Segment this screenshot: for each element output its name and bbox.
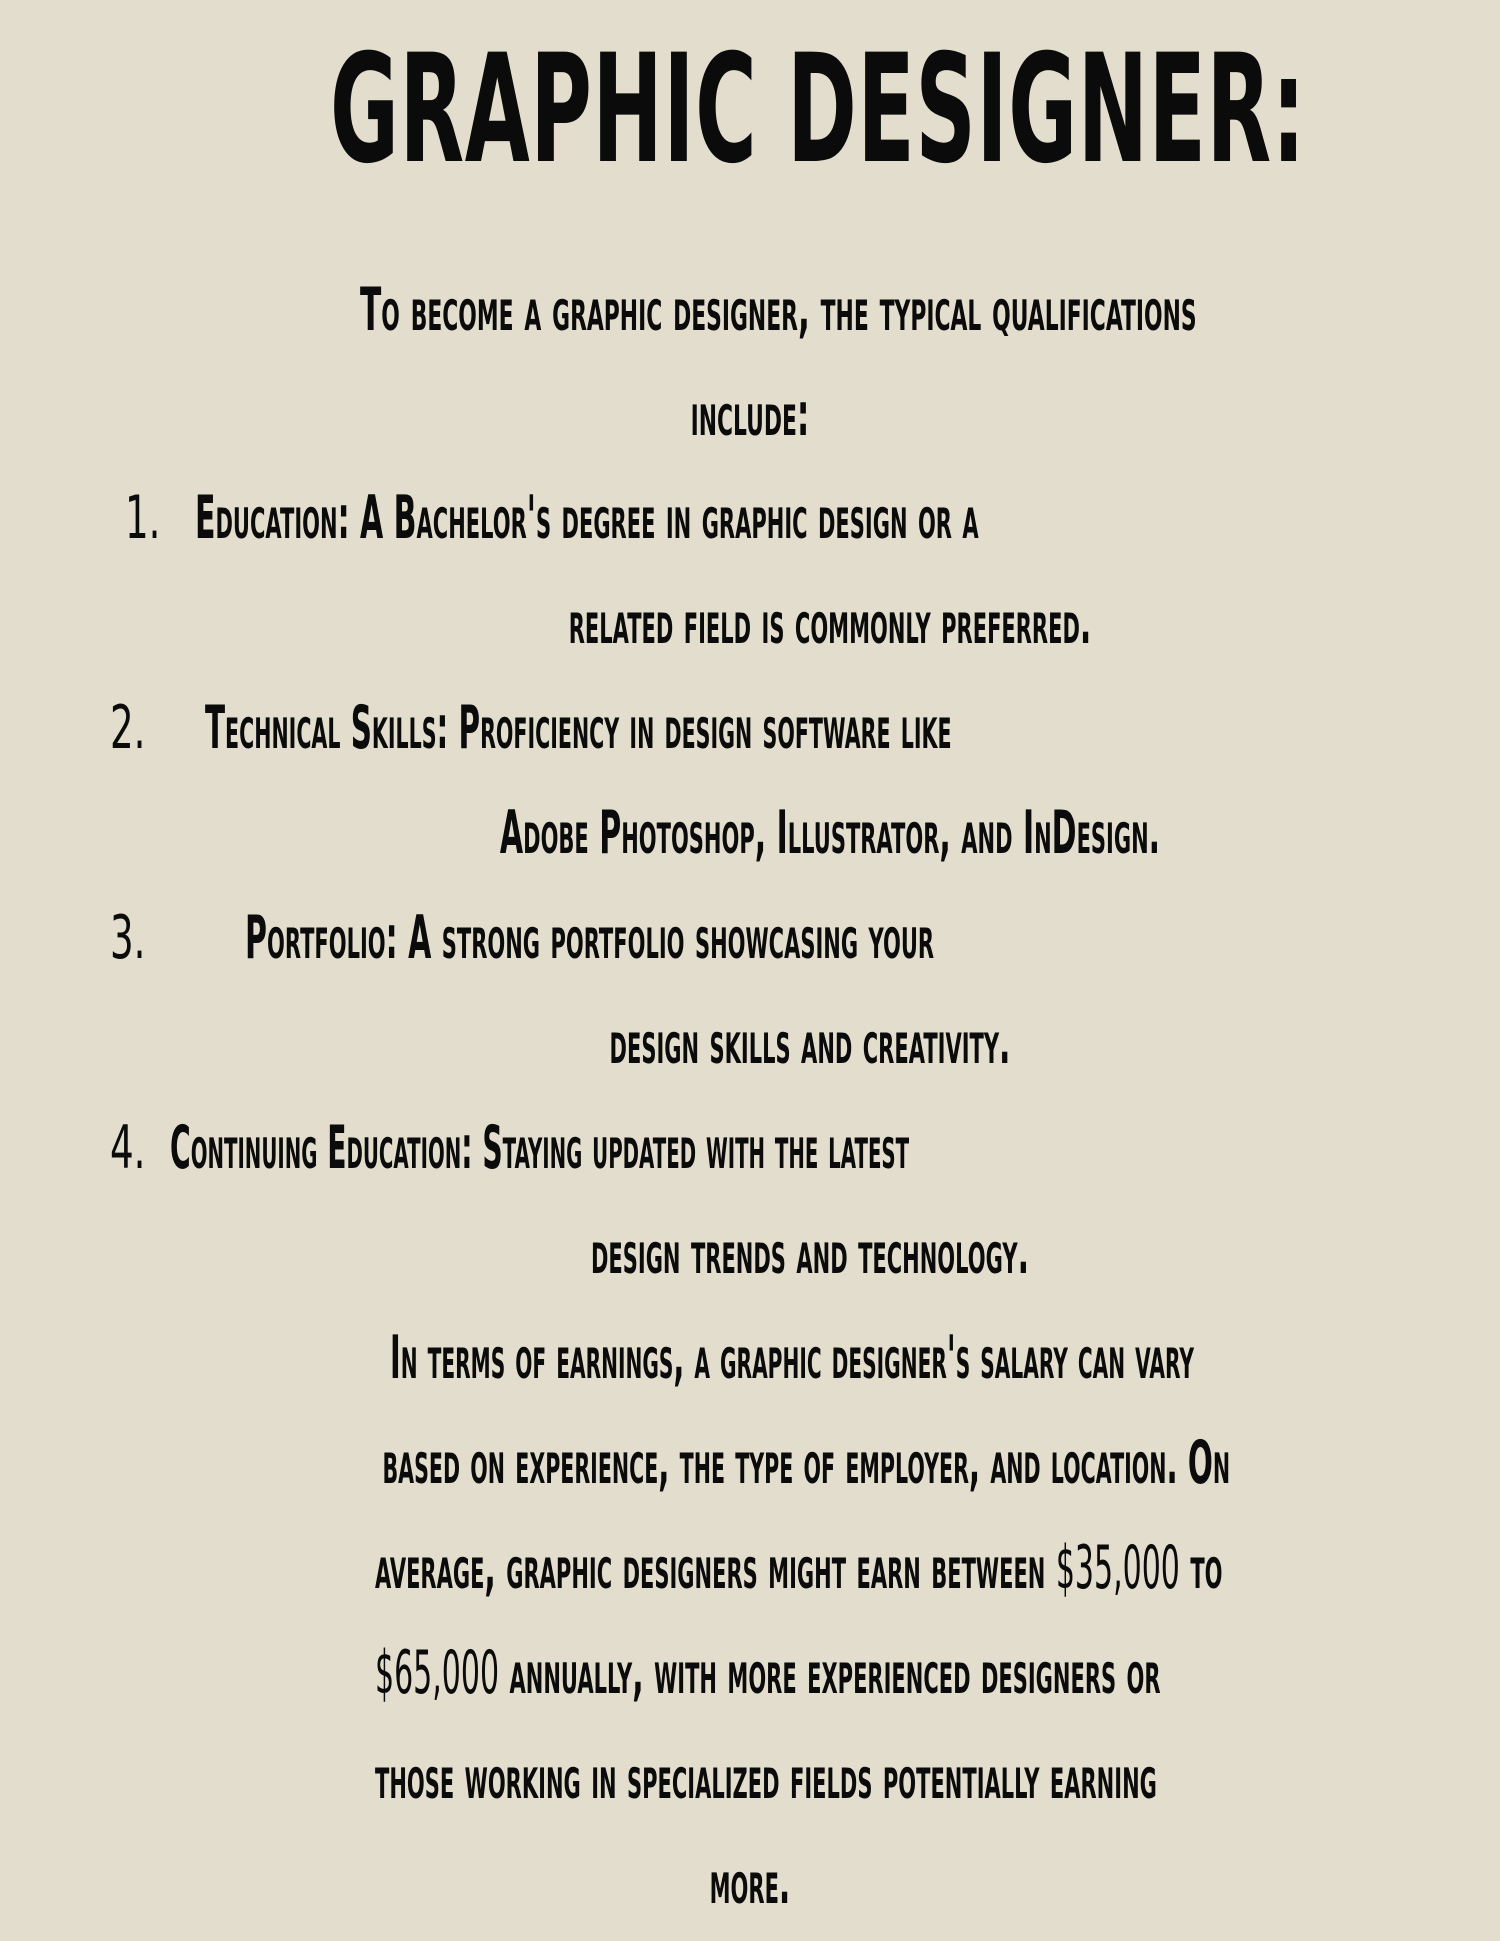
list-item xyxy=(0,1113,1500,1183)
earnings-line-3 xyxy=(375,1533,1223,1603)
list-item-number: 2. xyxy=(110,693,146,763)
earnings-line-1: In terms of earnings, a graphic designer's salary can vary xyxy=(390,1323,1195,1393)
list-item-text: Portfolio: A strong portfolio showcasing your xyxy=(245,903,935,973)
list-item-continuation: design trends and technology. xyxy=(590,1218,1030,1288)
list-item-text: Technical Skills: Proficiency in design software like xyxy=(205,693,952,763)
list-item-continuation: related field is commonly preferred. xyxy=(568,588,1092,658)
earnings-line-6: more. xyxy=(709,1848,791,1918)
list-item xyxy=(0,693,1500,763)
intro-line-2: include: xyxy=(690,380,810,450)
list-item-number: 3. xyxy=(110,903,146,973)
salary-high: $65,000 xyxy=(375,1638,500,1708)
list-item-text: Continuing Education: Staying updated with the latest xyxy=(170,1113,910,1183)
list-item-number: 1. xyxy=(125,483,161,553)
list-item-continuation: Adobe Photoshop, Illustrator, and InDesign. xyxy=(499,798,1161,868)
list-item-number: 4. xyxy=(110,1113,146,1183)
earnings-text: average, graphic designers might earn between xyxy=(375,1533,1056,1603)
earnings-text: to xyxy=(1179,1533,1223,1603)
salary-low: $35,000 xyxy=(1055,1533,1180,1603)
list-item xyxy=(0,483,1500,553)
earnings-text: annually, with more experienced designers or xyxy=(499,1638,1161,1708)
list-item-continuation: design skills and creativity. xyxy=(609,1008,1011,1078)
earnings-line-4 xyxy=(375,1638,1161,1708)
earnings-line-2: based on experience, the type of employer, and location. On xyxy=(382,1428,1231,1498)
intro-line-1: To become a graphic designer, the typical qualifications xyxy=(360,275,1197,345)
list-item-text: Education: A Bachelor's degree in graphic design or a xyxy=(195,483,979,553)
list-item xyxy=(0,903,1500,973)
earnings-line-5: those working in specialized fields potentially earning xyxy=(375,1743,1157,1813)
page-title: GRAPHIC DESIGNER: xyxy=(330,23,1306,197)
